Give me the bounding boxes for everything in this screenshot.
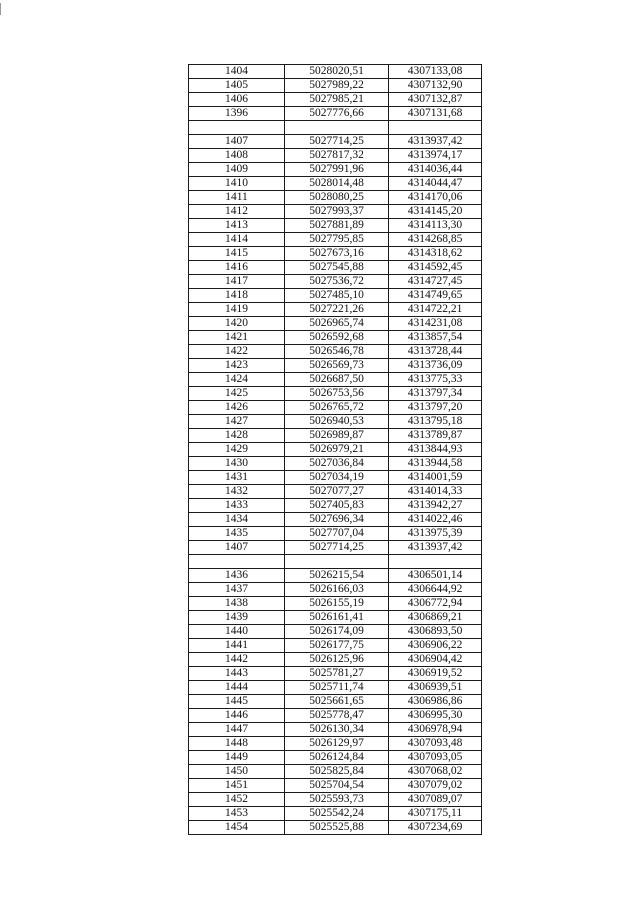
table-row xyxy=(189,163,482,177)
table-row xyxy=(189,457,482,471)
y-coordinate-cell: 4314170,06 xyxy=(389,191,482,205)
y-coordinate-cell: 4306644,92 xyxy=(389,583,482,597)
point-number-cell: 1420 xyxy=(189,317,285,331)
y-coordinate-cell: 4307093,48 xyxy=(389,737,482,751)
y-coordinate-cell: 4313797,20 xyxy=(389,401,482,415)
x-coordinate-cell: 5027985,21 xyxy=(285,93,389,107)
point-number-cell: 1450 xyxy=(189,765,285,779)
point-number-cell: 1419 xyxy=(189,303,285,317)
y-coordinate-cell: 4307132,87 xyxy=(389,93,482,107)
point-number-cell: 1418 xyxy=(189,289,285,303)
y-coordinate-cell: 4307234,69 xyxy=(389,821,482,835)
x-coordinate-cell: 5026129,97 xyxy=(285,737,389,751)
table-row xyxy=(189,597,482,611)
table-row xyxy=(189,541,482,555)
table-row xyxy=(189,793,482,807)
y-coordinate-cell: 4314231,08 xyxy=(389,317,482,331)
point-number-cell: 1440 xyxy=(189,625,285,639)
x-coordinate-cell: 5027993,37 xyxy=(285,205,389,219)
table-row xyxy=(189,667,482,681)
table-row xyxy=(189,93,482,107)
x-coordinate-cell: 5027776,66 xyxy=(285,107,389,121)
table-row xyxy=(189,359,482,373)
point-number-cell: 1448 xyxy=(189,737,285,751)
y-coordinate-cell: 4306501,14 xyxy=(389,569,482,583)
table-row xyxy=(189,821,482,835)
y-coordinate-cell: 4313789,87 xyxy=(389,429,482,443)
y-coordinate-cell: 4313775,33 xyxy=(389,373,482,387)
y-coordinate-cell: 4313844,93 xyxy=(389,443,482,457)
scan-edge-mark xyxy=(0,3,1,15)
y-coordinate-cell: 4314727,45 xyxy=(389,275,482,289)
x-coordinate-cell: 5026124,84 xyxy=(285,751,389,765)
point-number-cell: 1425 xyxy=(189,387,285,401)
point-number-cell: 1412 xyxy=(189,205,285,219)
table-row xyxy=(189,303,482,317)
y-coordinate-cell: 4313797,34 xyxy=(389,387,482,401)
table-row xyxy=(189,149,482,163)
table-row xyxy=(189,807,482,821)
x-coordinate-cell: 5027545,88 xyxy=(285,261,389,275)
table-row xyxy=(189,65,482,79)
y-coordinate-cell: 4314113,30 xyxy=(389,219,482,233)
x-coordinate-cell: 5027221,26 xyxy=(285,303,389,317)
point-number-cell: 1408 xyxy=(189,149,285,163)
table-row xyxy=(189,429,482,443)
point-number-cell: 1436 xyxy=(189,569,285,583)
x-coordinate-cell xyxy=(285,555,389,569)
x-coordinate-cell: 5026687,50 xyxy=(285,373,389,387)
y-coordinate-cell: 4306986,86 xyxy=(389,695,482,709)
y-coordinate-cell: 4313942,27 xyxy=(389,499,482,513)
table-row xyxy=(189,219,482,233)
point-number-cell: 1439 xyxy=(189,611,285,625)
point-number-cell: 1444 xyxy=(189,681,285,695)
table-row xyxy=(189,555,482,569)
x-coordinate-cell: 5025593,73 xyxy=(285,793,389,807)
table-row xyxy=(189,569,482,583)
point-number-cell xyxy=(189,121,285,135)
table-row xyxy=(189,485,482,499)
x-coordinate-cell: 5025542,24 xyxy=(285,807,389,821)
x-coordinate-cell: 5025825,84 xyxy=(285,765,389,779)
y-coordinate-cell: 4314001,59 xyxy=(389,471,482,485)
point-number-cell: 1396 xyxy=(189,107,285,121)
x-coordinate-cell: 5028020,51 xyxy=(285,65,389,79)
x-coordinate-cell: 5026940,53 xyxy=(285,415,389,429)
y-coordinate-cell: 4313795,18 xyxy=(389,415,482,429)
table-row xyxy=(189,681,482,695)
x-coordinate-cell: 5025781,27 xyxy=(285,667,389,681)
point-number-cell: 1453 xyxy=(189,807,285,821)
y-coordinate-cell: 4307132,90 xyxy=(389,79,482,93)
y-coordinate-cell: 4313857,54 xyxy=(389,331,482,345)
x-coordinate-cell: 5026569,73 xyxy=(285,359,389,373)
point-number-cell: 1435 xyxy=(189,527,285,541)
table-row xyxy=(189,653,482,667)
x-coordinate-cell: 5026130,34 xyxy=(285,723,389,737)
point-number-cell: 1434 xyxy=(189,513,285,527)
point-number-cell: 1416 xyxy=(189,261,285,275)
x-coordinate-cell: 5025661,65 xyxy=(285,695,389,709)
y-coordinate-cell: 4314036,44 xyxy=(389,163,482,177)
x-coordinate-cell: 5027673,16 xyxy=(285,247,389,261)
point-number-cell: 1449 xyxy=(189,751,285,765)
table-row xyxy=(189,401,482,415)
x-coordinate-cell: 5026753,56 xyxy=(285,387,389,401)
y-coordinate-cell: 4313728,44 xyxy=(389,345,482,359)
y-coordinate-cell: 4313944,58 xyxy=(389,457,482,471)
y-coordinate-cell: 4306978,94 xyxy=(389,723,482,737)
x-coordinate-cell: 5026161,41 xyxy=(285,611,389,625)
y-coordinate-cell xyxy=(389,555,482,569)
y-coordinate-cell: 4306904,42 xyxy=(389,653,482,667)
y-coordinate-cell: 4313937,42 xyxy=(389,135,482,149)
x-coordinate-cell: 5026125,96 xyxy=(285,653,389,667)
x-coordinate-cell: 5027485,10 xyxy=(285,289,389,303)
table-row xyxy=(189,709,482,723)
table-row xyxy=(189,107,482,121)
y-coordinate-cell: 4307093,05 xyxy=(389,751,482,765)
x-coordinate-cell: 5027714,25 xyxy=(285,541,389,555)
point-number-cell: 1415 xyxy=(189,247,285,261)
point-number-cell: 1407 xyxy=(189,541,285,555)
x-coordinate-cell: 5027036,84 xyxy=(285,457,389,471)
point-number-cell: 1438 xyxy=(189,597,285,611)
point-number-cell: 1414 xyxy=(189,233,285,247)
x-coordinate-cell: 5027989,22 xyxy=(285,79,389,93)
point-number-cell: 1431 xyxy=(189,471,285,485)
x-coordinate-cell: 5027817,32 xyxy=(285,149,389,163)
y-coordinate-cell: 4314268,85 xyxy=(389,233,482,247)
x-coordinate-cell: 5027696,34 xyxy=(285,513,389,527)
x-coordinate-cell: 5026979,21 xyxy=(285,443,389,457)
table-row xyxy=(189,611,482,625)
table-row xyxy=(189,177,482,191)
x-coordinate-cell: 5026215,54 xyxy=(285,569,389,583)
table-row xyxy=(189,261,482,275)
y-coordinate-cell: 4313974,17 xyxy=(389,149,482,163)
y-coordinate-cell: 4314722,21 xyxy=(389,303,482,317)
y-coordinate-cell: 4306995,30 xyxy=(389,709,482,723)
y-coordinate-cell: 4314318,62 xyxy=(389,247,482,261)
y-coordinate-cell: 4313937,42 xyxy=(389,541,482,555)
y-coordinate-cell: 4313975,39 xyxy=(389,527,482,541)
x-coordinate-cell: 5026965,74 xyxy=(285,317,389,331)
point-number-cell: 1426 xyxy=(189,401,285,415)
table-row xyxy=(189,135,482,149)
table-row xyxy=(189,513,482,527)
table-row xyxy=(189,737,482,751)
y-coordinate-cell: 4314749,65 xyxy=(389,289,482,303)
table-row xyxy=(189,471,482,485)
table-row xyxy=(189,289,482,303)
table-row xyxy=(189,79,482,93)
table-row xyxy=(189,373,482,387)
point-number-cell: 1413 xyxy=(189,219,285,233)
y-coordinate-cell: 4306919,52 xyxy=(389,667,482,681)
table-row xyxy=(189,191,482,205)
y-coordinate-cell: 4314022,46 xyxy=(389,513,482,527)
coordinates-table-body xyxy=(189,65,482,835)
y-coordinate-cell: 4306939,51 xyxy=(389,681,482,695)
x-coordinate-cell: 5025525,88 xyxy=(285,821,389,835)
y-coordinate-cell: 4307079,02 xyxy=(389,779,482,793)
table-row xyxy=(189,345,482,359)
point-number-cell: 1441 xyxy=(189,639,285,653)
y-coordinate-cell: 4306906,22 xyxy=(389,639,482,653)
point-number-cell: 1424 xyxy=(189,373,285,387)
x-coordinate-cell: 5026166,03 xyxy=(285,583,389,597)
point-number-cell: 1445 xyxy=(189,695,285,709)
table-row xyxy=(189,625,482,639)
point-number-cell: 1421 xyxy=(189,331,285,345)
y-coordinate-cell: 4306772,94 xyxy=(389,597,482,611)
table-row xyxy=(189,527,482,541)
table-row xyxy=(189,695,482,709)
point-number-cell: 1427 xyxy=(189,415,285,429)
point-number-cell xyxy=(189,555,285,569)
table-row xyxy=(189,499,482,513)
table-row xyxy=(189,233,482,247)
point-number-cell: 1423 xyxy=(189,359,285,373)
x-coordinate-cell: 5027714,25 xyxy=(285,135,389,149)
x-coordinate-cell: 5028014,48 xyxy=(285,177,389,191)
x-coordinate-cell xyxy=(285,121,389,135)
y-coordinate-cell xyxy=(389,121,482,135)
point-number-cell: 1410 xyxy=(189,177,285,191)
point-number-cell: 1422 xyxy=(189,345,285,359)
point-number-cell: 1428 xyxy=(189,429,285,443)
table-row xyxy=(189,387,482,401)
x-coordinate-cell: 5025704,54 xyxy=(285,779,389,793)
point-number-cell: 1405 xyxy=(189,79,285,93)
y-coordinate-cell: 4314145,20 xyxy=(389,205,482,219)
point-number-cell: 1454 xyxy=(189,821,285,835)
point-number-cell: 1417 xyxy=(189,275,285,289)
x-coordinate-cell: 5026765,72 xyxy=(285,401,389,415)
table-row xyxy=(189,275,482,289)
table-row xyxy=(189,205,482,219)
point-number-cell: 1443 xyxy=(189,667,285,681)
table-row xyxy=(189,751,482,765)
x-coordinate-cell: 5026546,78 xyxy=(285,345,389,359)
x-coordinate-cell: 5025778,47 xyxy=(285,709,389,723)
table-row xyxy=(189,317,482,331)
x-coordinate-cell: 5027077,27 xyxy=(285,485,389,499)
point-number-cell: 1404 xyxy=(189,65,285,79)
y-coordinate-cell: 4306893,50 xyxy=(389,625,482,639)
x-coordinate-cell: 5027034,19 xyxy=(285,471,389,485)
y-coordinate-cell: 4307131,68 xyxy=(389,107,482,121)
table-row xyxy=(189,583,482,597)
x-coordinate-cell: 5026177,75 xyxy=(285,639,389,653)
x-coordinate-cell: 5027536,72 xyxy=(285,275,389,289)
table-row xyxy=(189,765,482,779)
x-coordinate-cell: 5026989,87 xyxy=(285,429,389,443)
y-coordinate-cell: 4314592,45 xyxy=(389,261,482,275)
table-row xyxy=(189,247,482,261)
point-number-cell: 1429 xyxy=(189,443,285,457)
table-row xyxy=(189,723,482,737)
x-coordinate-cell: 5027795,85 xyxy=(285,233,389,247)
point-number-cell: 1430 xyxy=(189,457,285,471)
point-number-cell: 1407 xyxy=(189,135,285,149)
y-coordinate-cell: 4307068,02 xyxy=(389,765,482,779)
point-number-cell: 1437 xyxy=(189,583,285,597)
point-number-cell: 1406 xyxy=(189,93,285,107)
coordinates-table xyxy=(188,64,482,835)
point-number-cell: 1452 xyxy=(189,793,285,807)
point-number-cell: 1411 xyxy=(189,191,285,205)
point-number-cell: 1446 xyxy=(189,709,285,723)
table-row xyxy=(189,443,482,457)
table-row xyxy=(189,779,482,793)
table-row xyxy=(189,331,482,345)
x-coordinate-cell: 5025711,74 xyxy=(285,681,389,695)
y-coordinate-cell: 4307133,08 xyxy=(389,65,482,79)
table-row xyxy=(189,415,482,429)
x-coordinate-cell: 5027881,89 xyxy=(285,219,389,233)
table-row xyxy=(189,639,482,653)
y-coordinate-cell: 4307175,11 xyxy=(389,807,482,821)
x-coordinate-cell: 5027405,83 xyxy=(285,499,389,513)
y-coordinate-cell: 4314014,33 xyxy=(389,485,482,499)
point-number-cell: 1442 xyxy=(189,653,285,667)
x-coordinate-cell: 5028080,25 xyxy=(285,191,389,205)
y-coordinate-cell: 4307089,07 xyxy=(389,793,482,807)
y-coordinate-cell: 4313736,09 xyxy=(389,359,482,373)
point-number-cell: 1409 xyxy=(189,163,285,177)
point-number-cell: 1432 xyxy=(189,485,285,499)
table-row xyxy=(189,121,482,135)
x-coordinate-cell: 5026174,09 xyxy=(285,625,389,639)
y-coordinate-cell: 4306869,21 xyxy=(389,611,482,625)
point-number-cell: 1433 xyxy=(189,499,285,513)
point-number-cell: 1447 xyxy=(189,723,285,737)
x-coordinate-cell: 5027991,96 xyxy=(285,163,389,177)
point-number-cell: 1451 xyxy=(189,779,285,793)
x-coordinate-cell: 5026592,68 xyxy=(285,331,389,345)
x-coordinate-cell: 5027707,04 xyxy=(285,527,389,541)
x-coordinate-cell: 5026155,19 xyxy=(285,597,389,611)
y-coordinate-cell: 4314044,47 xyxy=(389,177,482,191)
